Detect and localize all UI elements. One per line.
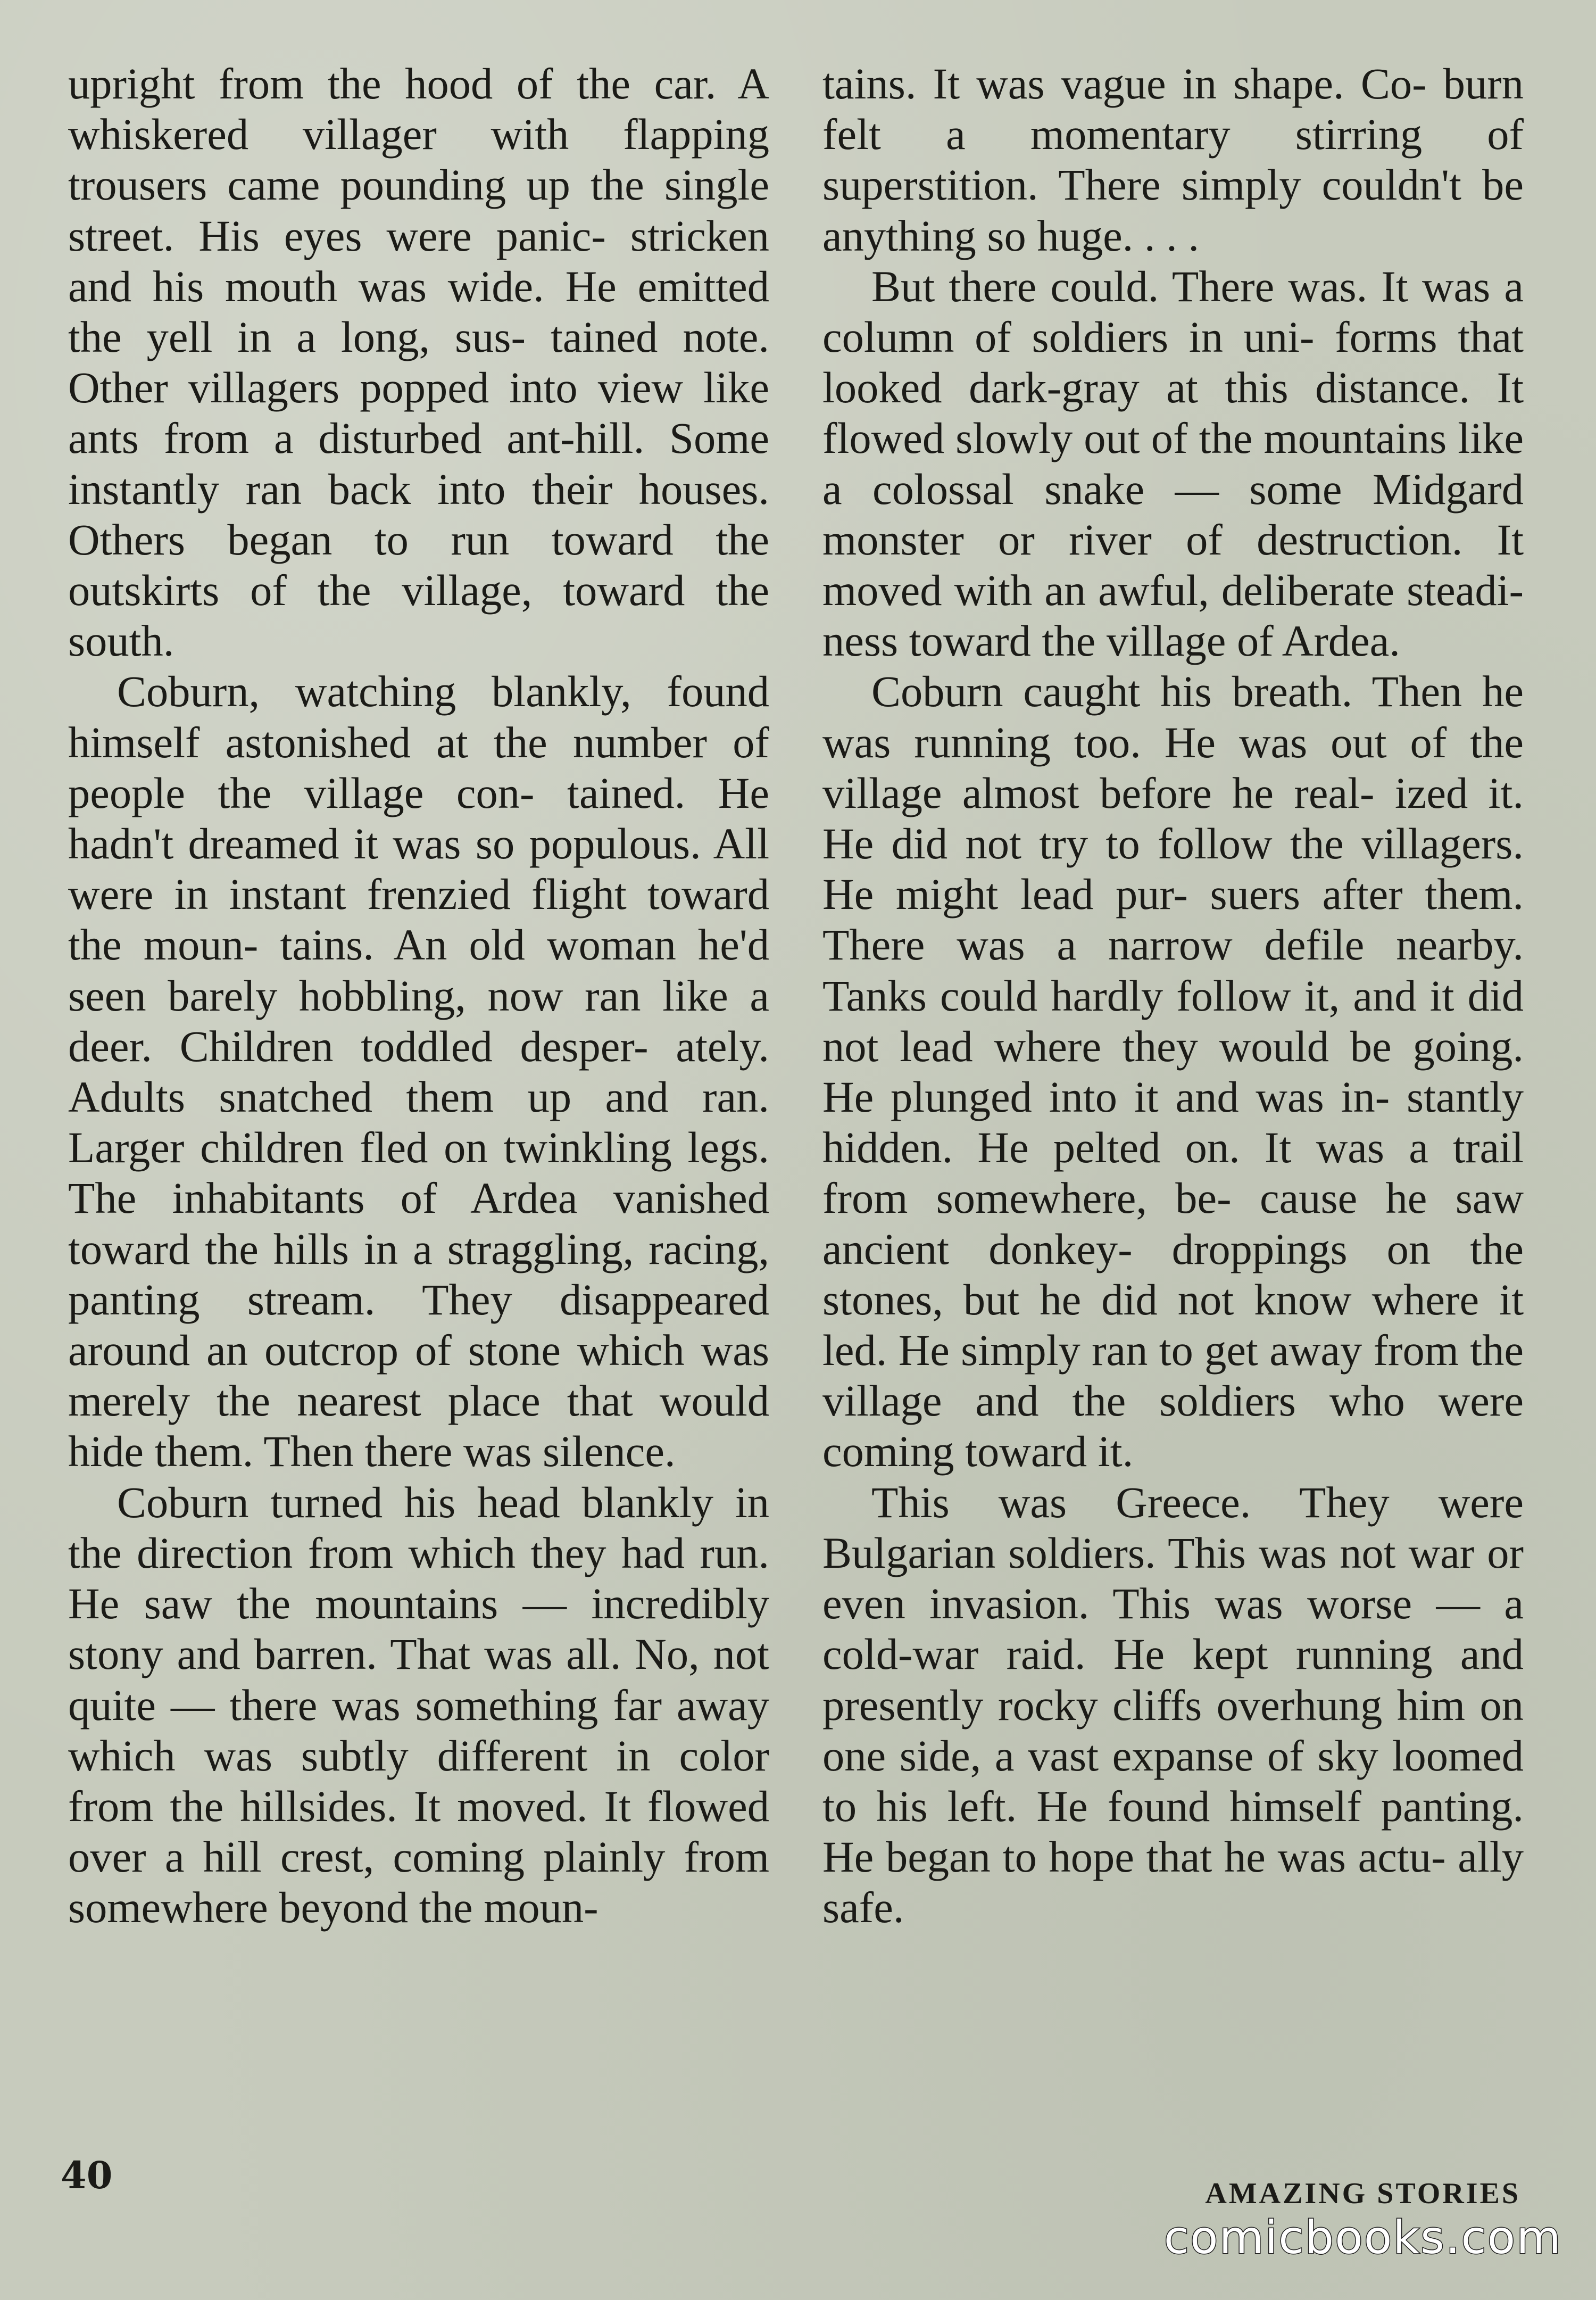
text-column-right — [822, 59, 1524, 1933]
text-line: with an awful, deliberate steadi- — [954, 566, 1524, 615]
text-line: hardly follow it, and it did not — [822, 971, 1524, 1071]
text-line: was all. No, not quite — there — [68, 1629, 769, 1730]
text-line: superstition. There simply couldn't — [822, 160, 1461, 210]
text-line: ized it. He did not try to follow — [822, 768, 1524, 868]
page-number: 40 — [61, 2153, 113, 2197]
text-line: He plunged into it and was in- — [822, 1072, 1390, 1122]
running-footer-title: AMAZING STORIES — [1205, 2177, 1520, 2210]
text-line: war or even invasion. This was — [822, 1528, 1524, 1628]
text-line: single street. His eyes were panic- — [68, 160, 770, 260]
text-line: tained. He hadn't dreamed it was — [68, 768, 769, 868]
text-line: deer. Children toddled desper- — [68, 1021, 649, 1071]
paragraph — [68, 666, 769, 1477]
text-line: began to run toward the outskirts — [68, 515, 769, 615]
text-line: stantly hidden. He pelted on. It — [822, 1072, 1524, 1172]
text-line: ally safe. — [822, 1832, 1524, 1932]
text-line: frenzied flight toward the moun- — [68, 870, 770, 970]
text-line: village and the soldiers who were — [822, 1376, 1524, 1426]
text-line: He emitted the yell in a long, sus- — [68, 261, 770, 362]
text-line: was a trail from somewhere, be- — [822, 1123, 1524, 1223]
text-line: narrow defile nearby. Tanks could — [822, 920, 1524, 1020]
text-line: snake — some Midgard monster — [822, 464, 1524, 564]
paragraph — [822, 666, 1524, 1477]
text-line: barely hobbling, now ran like a — [168, 971, 769, 1020]
text-line: the villagers. He might lead pur- — [822, 819, 1524, 919]
text-line: this distance. It flowed slowly out — [822, 363, 1524, 463]
text-line: or river of destruction. It moved — [822, 515, 1524, 615]
paragraph — [822, 1477, 1524, 1933]
paragraph — [822, 261, 1524, 667]
text-line: A whiskered villager with flapping — [68, 59, 769, 159]
text-line: upright from the hood of the car. — [68, 59, 717, 108]
text-line: ran back into their houses. Others — [68, 464, 769, 564]
text-line: This was Greece. They were — [871, 1477, 1524, 1527]
text-line: trousers came pounding up the — [68, 160, 644, 210]
text-line: tains. It was vague in shape. Co- — [822, 59, 1427, 108]
text-column-left — [68, 59, 769, 1933]
text-line: Bulgarian soldiers. This was not — [822, 1528, 1396, 1577]
text-line: be anything so huge. . . . — [822, 160, 1524, 260]
text-line: was something far away which — [68, 1680, 770, 1780]
text-line: the village almost before he real- — [822, 717, 1524, 817]
text-line: the hillsides. It moved. It flowed — [170, 1781, 769, 1831]
text-line: incredibly stony and barren. That — [68, 1579, 770, 1679]
text-line: twinkling legs. The inhabitants of — [68, 1123, 769, 1223]
text-line: of the village, toward the south. — [68, 566, 770, 666]
paragraph — [68, 1477, 769, 1933]
text-line: disturbed ant-hill. Some instantly — [68, 413, 769, 514]
text-line: suers after them. There was a — [822, 870, 1524, 970]
text-line: popped into view like ants from a — [68, 363, 769, 463]
text-line: droppings on the stones, but he — [822, 1224, 1524, 1324]
text-line: But there could. There was. It — [871, 261, 1408, 311]
text-line: had run. He saw the mountains — — [68, 1528, 769, 1628]
text-line: in the direction from which they — [68, 1477, 770, 1577]
text-line: coming toward it. — [822, 1427, 1134, 1476]
watermark: comicbooks.com — [1163, 2211, 1562, 2264]
text-line: of the mountains like a colossal — [822, 413, 1524, 514]
text-line: Ardea vanished toward the hills in — [68, 1173, 769, 1273]
text-line: running and presently rocky cliffs — [822, 1629, 1524, 1730]
text-line: tains. An old woman he'd seen — [68, 920, 769, 1020]
text-line: was subtly different in color from — [68, 1731, 769, 1831]
text-line: stricken and his mouth was wide. — [68, 211, 769, 311]
text-line: was a column of soldiers in uni- — [822, 261, 1524, 362]
text-line: expanse of sky loomed to his left. — [822, 1731, 1524, 1831]
text-line: lead where they would be going. — [900, 1021, 1524, 1071]
text-line: ness toward the village of Ardea. — [822, 616, 1400, 666]
paragraph — [68, 59, 769, 666]
text-line: merely the nearest place that — [68, 1376, 633, 1426]
text-line: did not know where it led. He — [822, 1275, 1524, 1375]
text-line: Coburn caught his breath. Then — [871, 667, 1462, 716]
text-line: simply ran to get away from the — [961, 1326, 1524, 1375]
text-line: tained note. Other villagers — [68, 312, 769, 412]
text-line: a straggling, racing, panting — [68, 1224, 770, 1324]
text-line: he was running too. He was out of — [822, 667, 1524, 767]
text-line: overhung him on one side, a vast — [822, 1680, 1524, 1780]
text-line: and ran. Larger children fled on — [68, 1072, 769, 1172]
text-line: Coburn turned his head blankly — [117, 1477, 714, 1527]
text-line: ately. Adults snatched them up — [68, 1021, 769, 1122]
text-line: stream. They disappeared around — [68, 1275, 770, 1375]
text-line: silence. — [542, 1427, 676, 1476]
paragraph — [822, 59, 1524, 261]
text-line: number of people the village con- — [68, 717, 769, 817]
text-line: an outcrop of stone which was — [206, 1326, 770, 1375]
text-line: would hide them. Then there was — [68, 1376, 769, 1476]
text-line: from somewhere beyond the moun- — [68, 1832, 770, 1932]
text-line: cause he saw ancient donkey- — [822, 1173, 1524, 1273]
text-line: worse — a cold-war raid. He kept — [822, 1579, 1524, 1679]
text-line: began to hope that he was actu- — [885, 1832, 1446, 1882]
text-line: Coburn, watching blankly, — [117, 667, 631, 716]
text-line: over a hill crest, coming plainly — [68, 1832, 666, 1882]
text-line: burn felt a momentary stirring of — [822, 59, 1524, 159]
text-line: forms that looked dark-gray at — [822, 312, 1524, 412]
text-line: found himself astonished at the — [68, 667, 769, 767]
text-line: He found himself panting. He — [822, 1781, 1524, 1882]
text-line: so populous. All were in instant — [68, 819, 769, 919]
